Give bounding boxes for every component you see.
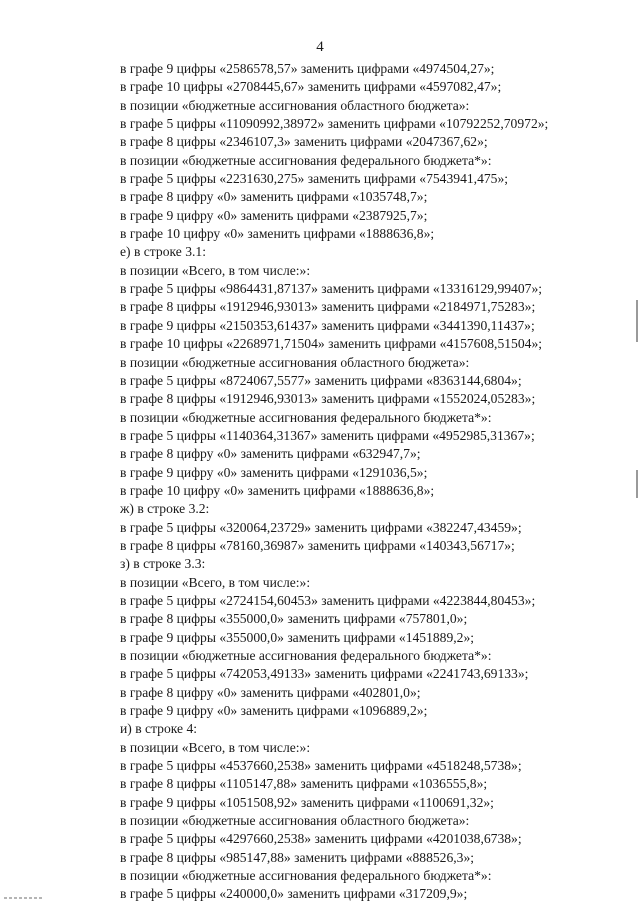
scan-margin-mark: [636, 470, 638, 498]
text-line: в графе 9 цифру «0» заменить цифрами «2387925,7»;: [120, 207, 428, 223]
text-line: в графе 10 цифры «2268971,71504» заменить цифрами «4157608,51504»;: [120, 336, 543, 352]
page-number: 4: [316, 39, 324, 55]
text-line: в графе 5 цифры «742053,49133» заменить цифрами «2241743,69133»;: [120, 666, 529, 682]
text-line: в графе 9 цифры «1051508,92» заменить цифрами «1100691,32»;: [120, 794, 494, 810]
text-line: в графе 5 цифры «8724067,5577» заменить цифрами «8363144,6804»;: [120, 372, 522, 388]
text-line: в графе 8 цифру «0» заменить цифрами «1035748,7»;: [120, 189, 428, 205]
text-line: в графе 9 цифру «0» заменить цифрами «1291036,5»;: [120, 464, 428, 480]
text-line: в графе 9 цифру «0» заменить цифрами «1096889,2»;: [120, 703, 428, 719]
scan-margin-mark: [636, 300, 638, 342]
section-heading: ж) в строке 3.2:: [120, 501, 210, 517]
text-line: в графе 8 цифры «985147,88» заменить цифрами «888526,3»;: [120, 849, 475, 865]
text-line: в графе 8 цифры «355000,0» заменить цифрами «757801,0»;: [120, 611, 468, 627]
text-line: в позиции «бюджетные ассигнования федерального бюджета*»:: [120, 648, 492, 663]
amendment-list: [120, 60, 625, 904]
text-line: в графе 8 цифру «0» заменить цифрами «402801,0»;: [120, 684, 421, 700]
text-line: в графе 5 цифры «11090992,38972» заменить цифрами «10792252,70972»;: [120, 116, 549, 132]
text-line: в позиции «бюджетные ассигнования областного бюджета»:: [120, 354, 470, 370]
text-line: в графе 5 цифры «2724154,60453» заменить цифрами «4223844,80453»;: [120, 592, 536, 608]
text-line: в позиции «бюджетные ассигнования областного бюджета»:: [120, 97, 470, 113]
text-line: в графе 5 цифры «4297660,2538» заменить цифрами «4201038,6738»;: [120, 831, 522, 847]
text-line: в графе 8 цифру «0» заменить цифрами «632947,7»;: [120, 446, 421, 462]
text-line: в позиции «бюджетные ассигнования федерального бюджета*»:: [120, 152, 492, 168]
text-line: в графе 9 цифры «355000,0» заменить цифрами «1451889,2»;: [120, 629, 475, 645]
text-line: в позиции «Всего, в том числе:»:: [120, 262, 311, 278]
text-line: в позиции «Всего, в том числе:»:: [120, 739, 311, 755]
text-line: в позиции «бюджетные ассигнования федерального бюджета*»:: [120, 409, 492, 425]
section-heading: з) в строке 3.3:: [120, 556, 206, 572]
text-line: в графе 8 цифры «78160,36987» заменить цифрами «140343,56717»;: [120, 537, 515, 553]
text-line: в позиции «бюджетные ассигнования областного бюджета»:: [120, 813, 470, 829]
section-heading: и) в строке 4:: [120, 721, 198, 737]
text-line: в графе 10 цифры «2708445,67» заменить цифрами «4597082,47»;: [120, 79, 502, 95]
text-line: в графе 5 цифры «1140364,31367» заменить цифрами «4952985,31367»;: [120, 427, 535, 443]
text-line: в графе 10 цифру «0» заменить цифрами «1888636,8»;: [120, 226, 435, 242]
text-line: в графе 9 цифры «2150353,61437» заменить цифрами «3441390,11437»;: [120, 317, 535, 333]
text-line: в графе 5 цифры «4537660,2538» заменить цифрами «4518248,5738»;: [120, 758, 522, 774]
section-heading: е) в строке 3.1:: [120, 244, 206, 260]
text-line: в графе 5 цифры «2231630,275» заменить цифрами «7543941,475»;: [120, 171, 509, 187]
text-line: в позиции «Всего, в том числе:»:: [120, 574, 311, 590]
text-line: в графе 5 цифры «320064,23729» заменить цифрами «382247,43459»;: [120, 519, 522, 535]
text-line: в графе 8 цифры «2346107,3» заменить цифрами «2047367,62»;: [120, 134, 488, 150]
text-line: в графе 8 цифры «1912946,93013» заменить цифрами «2184971,75283»;: [120, 299, 536, 315]
text-line: в графе 9 цифры «2586578,57» заменить цифрами «4974504,27»;: [120, 61, 495, 76]
scan-corner-mark: [4, 897, 42, 899]
text-line: в графе 5 цифры «9864431,87137» заменить цифрами «13316129,99407»;: [120, 281, 543, 297]
text-line: в графе 8 цифры «1105147,88» заменить цифрами «1036555,8»;: [120, 776, 488, 792]
text-line: в графе 8 цифры «1912946,93013» заменить цифрами «1552024,05283»;: [120, 391, 536, 407]
text-line: в графе 5 цифры «240000,0» заменить цифрами «317209,9»;: [120, 886, 468, 902]
text-line: в графе 10 цифру «0» заменить цифрами «1888636,8»;: [120, 482, 435, 498]
text-line: в позиции «бюджетные ассигнования федерального бюджета*»:: [120, 868, 492, 884]
